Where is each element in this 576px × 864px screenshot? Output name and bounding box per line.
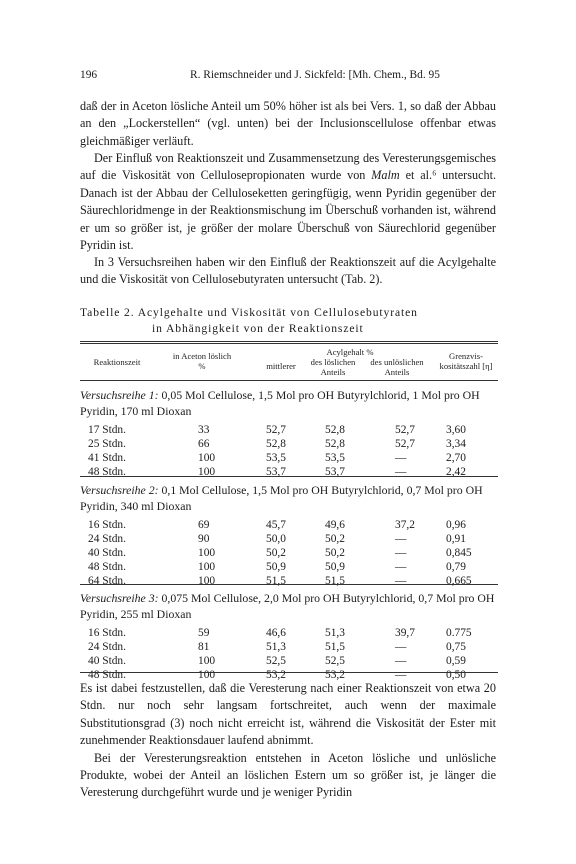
cell-aceton: 100	[198, 561, 216, 574]
cell-grenzvis: 0,665	[446, 575, 472, 588]
cell-loeslich: 52,8	[325, 424, 345, 437]
header-aceton-unit: %	[198, 361, 206, 371]
table-caption-line-1: Tabelle 2. Acylgehalte und Viskosität von Cellulosebutyraten	[80, 306, 418, 319]
cell-unloeslich: —	[395, 533, 407, 546]
header-loeslichen: des löslichen Anteils	[310, 357, 356, 377]
group-3-description	[80, 590, 500, 622]
cell-aceton: 69	[198, 519, 210, 532]
cell-unloeslich: 37,2	[395, 519, 415, 532]
cell-aceton: 59	[198, 627, 210, 640]
cell-time: 24 Stdn.	[88, 533, 126, 546]
cell-time: 16 Stdn.	[88, 519, 126, 532]
cell-time: 25 Stdn.	[88, 438, 126, 451]
cell-grenzvis: 0.775	[446, 627, 472, 640]
cell-loeslich: 52,5	[325, 655, 345, 668]
cell-grenzvis: 0,50	[446, 669, 466, 682]
cell-unloeslich: 39,7	[395, 627, 415, 640]
cell-time: 41 Stdn.	[88, 452, 126, 465]
cell-mittlerer: 52,7	[266, 424, 286, 437]
cell-grenzvis: 0,91	[446, 533, 466, 546]
cell-time: 48 Stdn.	[88, 669, 126, 682]
table-row	[80, 532, 500, 546]
table-row	[80, 560, 500, 574]
table-group-2	[80, 482, 500, 588]
cell-unloeslich: —	[395, 547, 407, 560]
cell-time: 24 Stdn.	[88, 641, 126, 654]
cell-loeslich: 50,9	[325, 561, 345, 574]
running-title: R. Riemschneider und J. Sickfeld: [Mh. Chem., Bd. 95	[190, 69, 440, 81]
group-2-description	[80, 482, 500, 514]
cell-time: 48 Stdn.	[88, 466, 126, 479]
cell-mittlerer: 53,7	[266, 466, 286, 479]
table-row	[80, 437, 500, 451]
cell-loeslich: 52,8	[325, 438, 345, 451]
group-1-label: Versuchsreihe 1:	[80, 388, 159, 402]
cell-mittlerer: 51,5	[266, 575, 286, 588]
cell-unloeslich: 52,7	[395, 438, 415, 451]
cell-aceton: 81	[198, 641, 210, 654]
cell-unloeslich: —	[395, 575, 407, 588]
table-row	[80, 451, 500, 465]
cell-aceton: 100	[198, 655, 216, 668]
cell-loeslich: 50,2	[325, 547, 345, 560]
table-group-1	[80, 387, 500, 479]
cell-grenzvis: 0,75	[446, 641, 466, 654]
group-1-description	[80, 387, 500, 419]
cell-aceton: 90	[198, 533, 210, 546]
cell-time: 64 Stdn.	[88, 575, 126, 588]
cell-loeslich: 51,5	[325, 641, 345, 654]
cell-grenzvis: 0,96	[446, 519, 466, 532]
header-grenzvis	[432, 351, 500, 371]
cell-grenzvis: 3,60	[446, 424, 466, 437]
group-2-desc: 0,1 Mol Cellulose, 1,5 Mol pro OH Butyrylchlorid, 0,7 Mol pro OH Pyridin, 340 ml Dioxan	[80, 483, 483, 514]
cell-loeslich: 53,7	[325, 466, 345, 479]
cell-unloeslich: —	[395, 452, 407, 465]
paragraph-2-text-a: Der Einfluß von Reaktionszeit und Zusammensetzung des Veresterungsgemisches auf die Viskosität von Cellulosepropionaten wurde von	[80, 151, 496, 183]
cell-mittlerer: 51,3	[266, 641, 286, 654]
cell-grenzvis: 2,42	[446, 466, 466, 479]
table-row	[80, 465, 500, 479]
cell-unloeslich: —	[395, 561, 407, 574]
cell-time: 16 Stdn.	[88, 627, 126, 640]
header-mittlerer: mittlerer	[266, 361, 296, 371]
cell-mittlerer: 53,2	[266, 669, 286, 682]
group-2-rule	[80, 584, 498, 585]
cell-mittlerer: 50,9	[266, 561, 286, 574]
header-aceton-label: in Aceton löslich	[172, 351, 232, 361]
cell-time: 40 Stdn.	[88, 547, 126, 560]
cell-aceton: 100	[198, 575, 216, 588]
header-reaktionszeit: Reaktionszeit	[93, 357, 141, 367]
cell-unloeslich: —	[395, 655, 407, 668]
table-row	[80, 546, 500, 560]
cell-grenzvis: 3,34	[446, 438, 466, 451]
cell-mittlerer: 52,8	[266, 438, 286, 451]
table-row	[80, 518, 500, 532]
group-1-desc: 0,05 Mol Cellulose, 1,5 Mol pro OH Butyrylchlorid, 1 Mol pro OH Pyridin, 170 ml Dioxan	[80, 388, 480, 419]
cell-loeslich: 53,2	[325, 669, 345, 682]
group-1-rule	[80, 476, 498, 477]
page-number: 196	[80, 69, 98, 81]
paragraph-2	[80, 150, 496, 254]
closing-text	[80, 680, 496, 802]
table-bottom-rule	[80, 672, 498, 673]
group-2-label: Versuchsreihe 2:	[80, 483, 159, 497]
cell-aceton: 100	[198, 547, 216, 560]
cell-time: 40 Stdn.	[88, 655, 126, 668]
cell-loeslich: 50,2	[325, 533, 345, 546]
cell-aceton: 33	[198, 424, 210, 437]
table-caption	[80, 305, 500, 336]
cell-mittlerer: 45,7	[266, 519, 286, 532]
paragraph-5: Bei der Veresterungsreaktion entstehen in Aceton lösliche und unlösliche Produkte, wobei der Anteil an löslichen Estern um so größer ist, je länger die Veresterung durchgeführt wurde und je weniger Pyridin	[80, 750, 496, 800]
table-row	[80, 574, 500, 588]
author-name: Malm	[371, 168, 400, 183]
cell-mittlerer: 50,0	[266, 533, 286, 546]
table-row	[80, 423, 500, 437]
table-caption-line-2: in Abhängigkeit von der Reaktionszeit	[152, 321, 364, 335]
header-aceton	[162, 351, 242, 371]
cell-grenzvis: 2,70	[446, 452, 466, 465]
table-header-rule	[80, 380, 498, 381]
cell-grenzvis: 0,79	[446, 561, 466, 574]
cell-mittlerer: 50,2	[266, 547, 286, 560]
header-unloeslichen: des unlöslichen Anteils	[370, 357, 424, 377]
cell-mittlerer: 53,5	[266, 452, 286, 465]
header-grenzvis-line-2: kositätszahl [η]	[439, 361, 493, 371]
paragraph-3: In 3 Versuchsreihen haben wir den Einfluß der Reaktionszeit auf die Acylgehalte und die Viskosität von Cellulosebutyraten untersucht (Tab. 2).	[80, 255, 496, 287]
table-row	[80, 654, 500, 668]
header-acylgehalt: Acylgehalt %	[326, 347, 374, 357]
table-row	[80, 640, 500, 654]
cell-aceton: 100	[198, 466, 216, 479]
cell-unloeslich: 52,7	[395, 424, 415, 437]
table-row	[80, 626, 500, 640]
cell-time: 17 Stdn.	[88, 424, 126, 437]
cell-aceton: 100	[198, 452, 216, 465]
cell-mittlerer: 46,6	[266, 627, 286, 640]
cell-loeslich: 49,6	[325, 519, 345, 532]
table-top-rule	[80, 341, 498, 344]
group-3-label: Versuchsreihe 3:	[80, 591, 159, 605]
cell-grenzvis: 0,59	[446, 655, 466, 668]
header-grenzvis-line-1: Grenzvis-	[449, 351, 483, 361]
cell-grenzvis: 0,845	[446, 547, 472, 560]
cell-unloeslich: —	[395, 466, 407, 479]
cell-aceton: 100	[198, 669, 216, 682]
paragraph-2-text-b: et al.⁶ untersucht. Danach ist der Abbau der Celluloseketten geringfügig, wenn Pyridin gegenüber der Säurechloridmenge in der Reaktionsmischung im Überschuß vorhanden ist, während er um so größer ist, je größer der molare Überschuß von Säurechlorid gegenüber Pyridin ist.	[80, 168, 497, 253]
cell-time: 48 Stdn.	[88, 561, 126, 574]
running-header	[80, 69, 496, 85]
cell-unloeslich: —	[395, 669, 407, 682]
group-3-desc: 0,075 Mol Cellulose, 2,0 Mol pro OH Butyrylchlorid, 0,7 Mol pro OH Pyridin, 255 ml Dioxan	[80, 591, 495, 622]
table-group-3	[80, 590, 500, 682]
cell-loeslich: 51,5	[325, 575, 345, 588]
cell-mittlerer: 52,5	[266, 655, 286, 668]
paragraph-4: Es ist dabei festzustellen, daß die Veresterung nach einer Reaktionszeit von etwa 20 Stdn. nur noch sehr langsam fortschreitet, auch wenn der maximale Substitutionsgrad (3) noch nicht erreicht ist, während die Viskosität der Ester mit zunehmender Reaktionsdauer laufend abnimmt.	[80, 681, 496, 748]
cell-loeslich: 51,3	[325, 627, 345, 640]
paragraph-1: daß der in Aceton lösliche Anteil um 50% höher ist als bei Vers. 1, so daß der Abbau an den „Lockerstellen“ (vgl. unten) bei der Inclusionscellulose offenbar etwas gleichmäßiger verläuft.	[80, 99, 496, 148]
cell-loeslich: 53,5	[325, 452, 345, 465]
cell-unloeslich: —	[395, 641, 407, 654]
cell-aceton: 66	[198, 438, 210, 451]
